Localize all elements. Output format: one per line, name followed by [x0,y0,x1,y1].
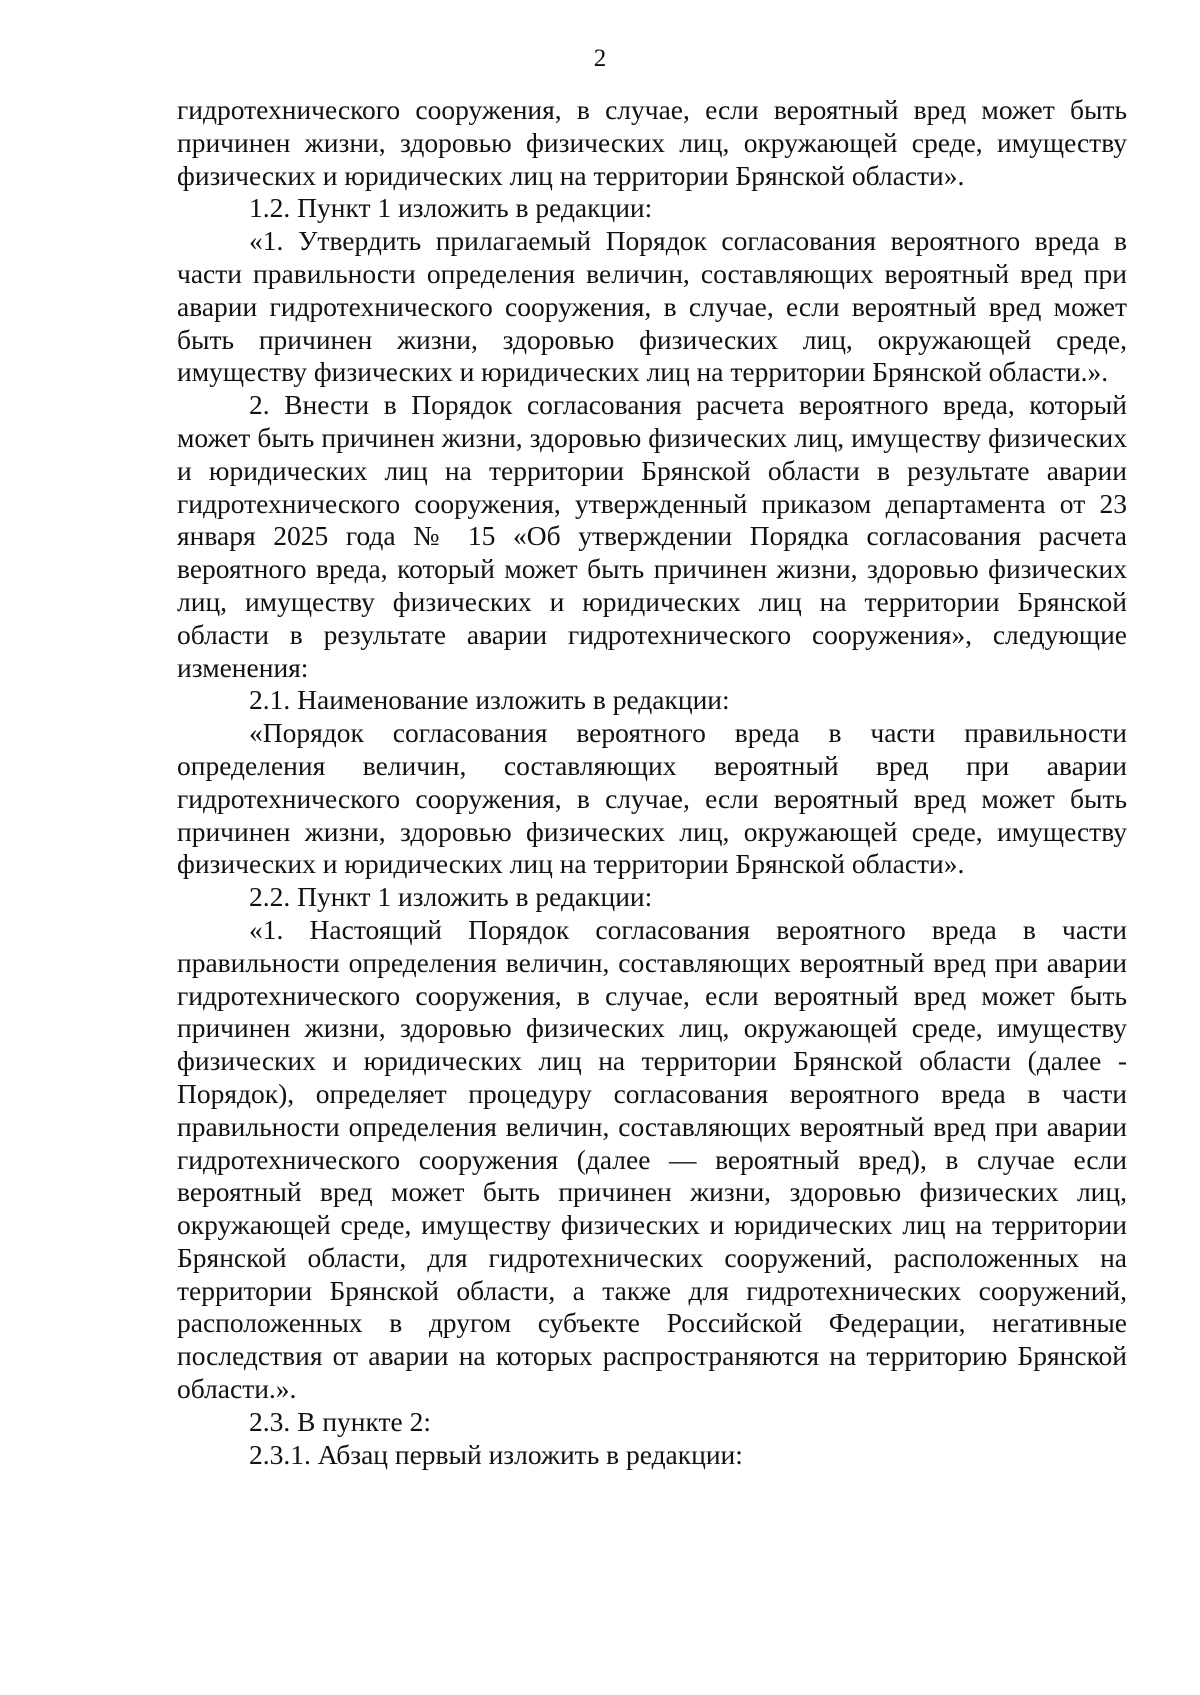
paragraph-2-3-1: 2.3.1. Абзац первый изложить в редакции: [249,1438,743,1470]
paragraph-1-2-text: «1. Утвердить прилагаемый Порядок согласования вероятного вреда в части правильности определения величин, составляющих вероятный вред при аварии гидротехнического сооружения, в случае, если вероятный вред может быть причинен жизни, здоровью физических лиц, окружающей среде, имуществу физических и юридических лиц на территории Брянской области.». [177,225,1127,388]
paragraph-2-2-text: «1. Настоящий Порядок согласования вероятного вреда в части правильности определения величин, составляющих вероятный вред при аварии гидротехнического сооружения, в случае, если вероятный вред может быть причинен жизни, здоровью физических лиц, окружающей среде, имуществу физических и юридических лиц на территории Брянской области (далее - Порядок), определяет процедуру согласования вероятного вреда в части правильности определения величин, составляющих вероятный вред при аварии гидротехнического сооружения (далее — вероятный вред), в случае если вероятный вред может быть причинен жизни, здоровью физических лиц, окружающей среде, имуществу физических и юридических лиц на территории Брянской области, для гидротехнических сооружений, расположенных на территории Брянской области, а также для гидротехнических сооружений, расположенных в другом субъекте Российской Федерации, негативные последствия от аварии на которых распространяются на территорию Брянской области.». [177,913,1127,1405]
paragraph-2-1: 2.1. Наименование изложить в редакции: [249,684,730,716]
paragraph-2-3: 2.3. В пункте 2: [249,1405,432,1437]
paragraph-2-1-text: «Порядок согласования вероятного вреда в части правильности определения величин, составляющих вероятный вред при аварии гидротехнического сооружения, в случае, если вероятный вред может быть причинен жизни, здоровью физических лиц, окружающей среде, имуществу физических и юридических лиц на территории Брянской области». [177,717,1127,880]
page-number: 2 [593,45,607,72]
paragraph-continuation: гидротехнического сооружения, в случае, если вероятный вред может быть причинен жизни, здоровью физических лиц, окружающей среде, имуществу физических и юридических лиц на территории Брянской области». [177,94,1127,191]
paragraph-1-2: 1.2. Пункт 1 изложить в редакции: [249,192,653,224]
paragraph-2-2: 2.2. Пункт 1 изложить в редакции: [249,881,653,913]
paragraph-2: 2. Внести в Порядок согласования расчета вероятного вреда, который может быть причинен жизни, здоровью физических лиц, имуществу физических и юридических лиц на территории Брянской области в результате аварии гидротехнического сооружения, утвержденный приказом департамента от 23 января 2025 года № 15 «Об утверждении Порядка согласования расчета вероятного вреда, который может быть причинен жизни, здоровью физических лиц, имуществу физических и юридических лиц на территории Брянской области в результате аварии гидротехнического сооружения», следующие изменения: [177,389,1127,683]
document-body [177,94,1127,1471]
